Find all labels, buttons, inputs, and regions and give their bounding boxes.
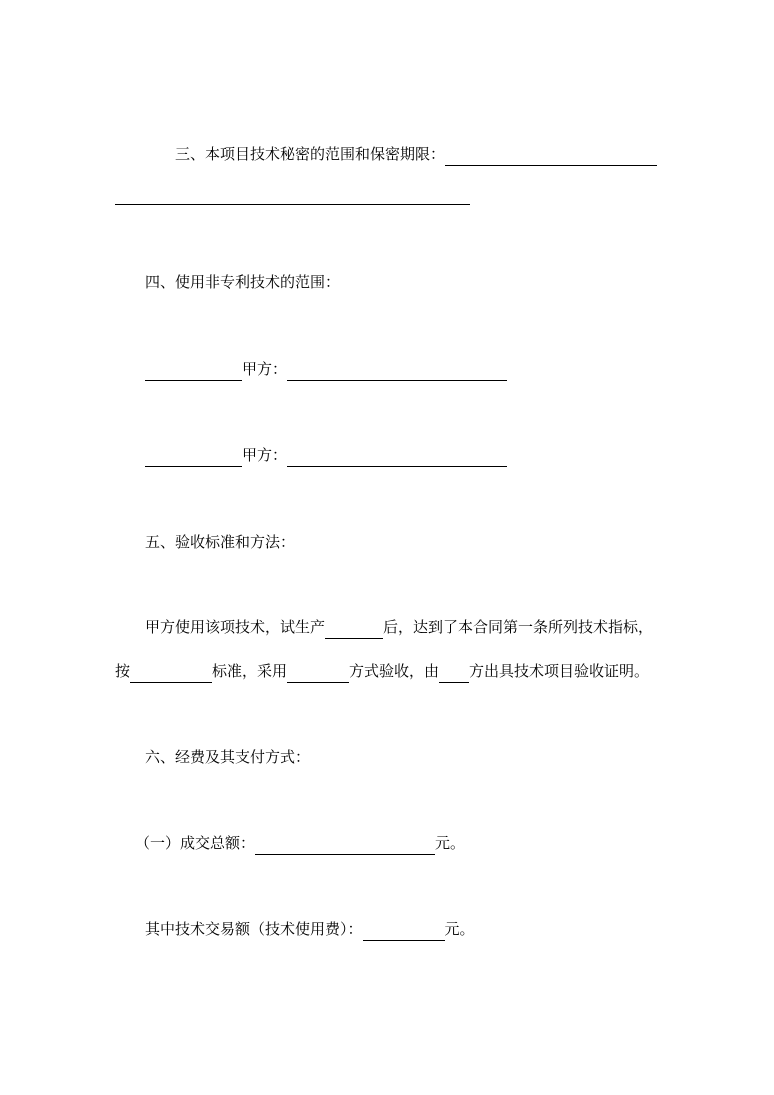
section5-heading: 五、验收标准和方法：	[145, 533, 296, 551]
party-line-2	[145, 443, 507, 467]
section5-paragraph-line-2	[115, 659, 649, 683]
section5-p2-text-c: 方式验收，由	[349, 662, 440, 680]
party-line-1-label: 甲方：	[242, 360, 288, 378]
section6-heading: 六、经费及其支付方式：	[145, 748, 311, 766]
section5-p2-text-b: 标准，采用	[212, 662, 288, 680]
section3-line	[175, 142, 657, 166]
section5-paragraph-line-1	[145, 615, 653, 639]
section6-heading-line	[145, 745, 310, 769]
secret-scope-blank[interactable]	[445, 147, 657, 166]
tech-fee-unit: 元。	[444, 920, 475, 938]
party-line-1-value-blank[interactable]	[287, 362, 507, 381]
section4-heading: 四、使用非专利技术的范围：	[145, 273, 341, 291]
party-line-2-label: 甲方：	[242, 446, 288, 464]
tech-fee-line	[145, 917, 475, 941]
section3-text: 三、本项目技术秘密的范围和保密期限：	[175, 145, 446, 163]
secret-scope-continuation-blank[interactable]	[115, 204, 470, 205]
section5-p2-text-d: 方出具技术项目验收证明。	[469, 662, 650, 680]
party-line-2-prefix-blank[interactable]	[145, 448, 242, 467]
acceptance-method-blank[interactable]	[287, 664, 349, 683]
total-amount-unit: 元。	[435, 834, 466, 852]
tech-fee-label: 其中技术交易额（技术使用费）：	[145, 920, 363, 938]
total-amount-line	[135, 831, 465, 855]
standard-blank[interactable]	[130, 664, 212, 683]
section5-p1-text-b: 后，达到了本合同第一条所列技术指标，	[383, 618, 654, 636]
party-line-1-prefix-blank[interactable]	[145, 362, 242, 381]
section5-p2-text-a: 按	[115, 662, 131, 680]
section4-heading-line	[145, 270, 340, 294]
section5-heading-line	[145, 530, 295, 554]
party-line-1	[145, 357, 507, 381]
trial-production-blank[interactable]	[325, 620, 383, 639]
certifying-party-blank[interactable]	[439, 664, 469, 683]
section5-p1-text-a: 甲方使用该项技术，试生产	[145, 618, 326, 636]
total-amount-blank[interactable]	[255, 836, 435, 855]
tech-fee-blank[interactable]	[363, 922, 445, 941]
party-line-2-value-blank[interactable]	[287, 448, 507, 467]
total-amount-label: （一）成交总额：	[135, 834, 256, 852]
